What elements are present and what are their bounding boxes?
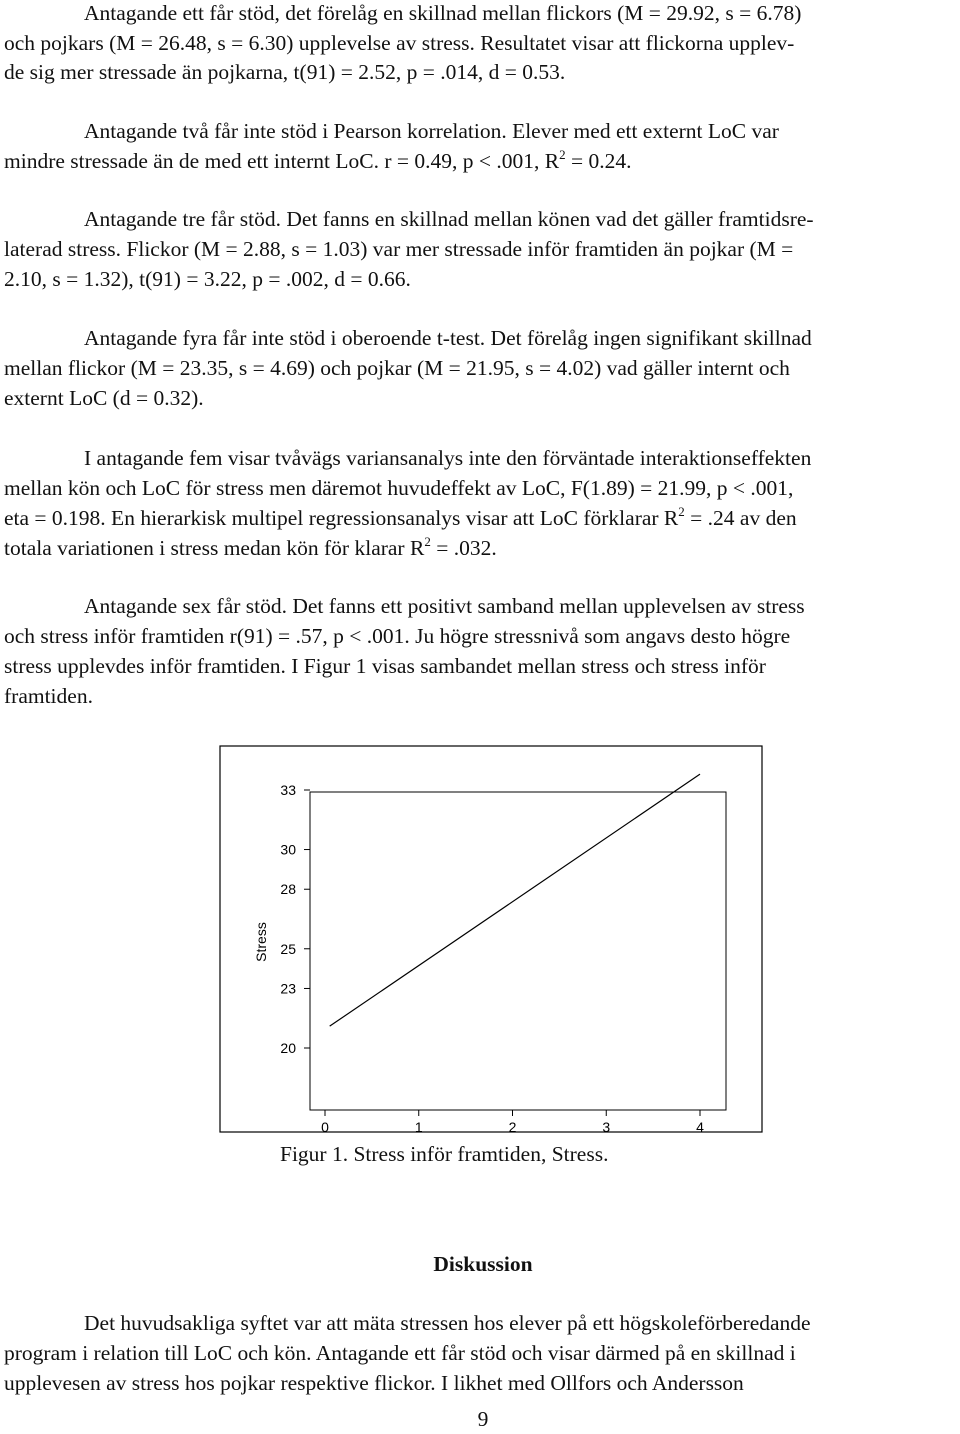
y-tick-label: 33 [280, 782, 296, 798]
paragraph-6-line-2: och stress inför framtiden r(91) = .57, p < .001. Ju högre stressnivå som angavs desto högre [4, 624, 791, 648]
paragraph-5-line-4-text: totala variationen i stress medan kön för klarar R [4, 536, 425, 560]
paragraph-7-line-3: upplevesen av stress hos pojkar respektive flickor. I likhet med Ollfors och Andersson [4, 1371, 744, 1395]
y-axis-label: Stress [253, 922, 269, 962]
paragraph-6-line-1: Antagande sex får stöd. Det fanns ett positivt samband mellan upplevelsen av stress [84, 594, 805, 618]
section-heading: Diskussion [433, 1252, 533, 1276]
x-tick-label: 2 [508, 1119, 517, 1135]
paragraph-2-line-2-text: mindre stressade än de med ett internt LoC. r = 0.49, p < .001, R [4, 149, 560, 173]
page-number: 9 [477, 1407, 489, 1431]
paragraph-2-line-2-tail: = 0.24. [565, 149, 632, 173]
paragraph-3-line-1: Antagande tre får stöd. Det fanns en skillnad mellan könen vad det gäller framtidsre- [84, 207, 814, 231]
paragraph-7-line-1: Det huvudsakliga syftet var att mäta stressen hos elever på ett högskoleförberedande [84, 1311, 811, 1335]
paragraph-4-line-1: Antagande fyra får inte stöd i oberoende t-test. Det förelåg ingen signifikant skillnad [84, 326, 812, 350]
x-tick-label: 1 [414, 1119, 423, 1135]
paragraph-5-line-3-text: eta = 0.198. En hierarkisk multipel regressionsanalys visar att LoC förklarar R [4, 506, 679, 530]
y-tick-label: 20 [280, 1040, 296, 1056]
figure-caption: Figur 1. Stress inför framtiden, Stress. [280, 1142, 609, 1166]
paragraph-1-line-1: Antagande ett får stöd, det förelåg en skillnad mellan flickors (M = 29.92, s = 6.78) [84, 1, 802, 25]
paragraph-4-line-3: externt LoC (d = 0.32). [4, 386, 204, 410]
paragraph-2-line-2 [4, 146, 631, 176]
paragraph-5-line-3 [4, 503, 797, 533]
paragraph-7-line-2: program i relation till LoC och kön. Antagande ett får stöd och visar därmed på en skillnad i [4, 1341, 796, 1365]
paragraph-1-line-2: och pojkars (M = 26.48, s = 6.30) upplevelse av stress. Resultatet visar att flickorna upplev- [4, 31, 795, 55]
x-tick-label: 0 [321, 1119, 329, 1135]
figure-1-chart [0, 740, 960, 1135]
x-tick-label: 3 [602, 1119, 611, 1135]
chart-root [220, 746, 762, 1135]
superscript: 2 [559, 147, 566, 162]
superscript: 2 [424, 534, 431, 549]
y-tick-label: 23 [280, 980, 296, 997]
paragraph-1-line-3: de sig mer stressade än pojkarna, t(91) = 2.52, p = .014, d = 0.53. [4, 60, 566, 84]
paragraph-3-line-3: 2.10, s = 1.32), t(91) = 3.22, p = .002, d = 0.66. [4, 267, 411, 291]
paragraph-5-line-4 [4, 533, 497, 563]
paragraph-5-line-3-tail: = .24 av den [684, 506, 797, 530]
y-tick-label: 28 [280, 881, 296, 898]
y-tick-label: 30 [280, 841, 296, 858]
paragraph-3-line-2: laterad stress. Flickor (M = 2.88, s = 1.03) var mer stressade inför framtiden än pojkar (M = [4, 237, 794, 261]
paragraph-4-line-2: mellan flickor (M = 23.35, s = 4.69) och pojkar (M = 21.95, s = 4.02) vad gäller internt och [4, 356, 790, 380]
superscript: 2 [678, 504, 685, 519]
paragraph-5-line-4-tail: = .032. [430, 536, 497, 560]
y-tick-label: 25 [280, 940, 296, 957]
paragraph-5-line-2: mellan kön och LoC för stress men däremot huvudeffekt av LoC, F(1.89) = 21.99, p < .001, [4, 476, 794, 500]
chart-frame [220, 746, 762, 1132]
x-tick-label: 4 [696, 1119, 704, 1135]
paragraph-2-line-1: Antagande två får inte stöd i Pearson korrelation. Elever med ett externt LoC var [84, 119, 779, 143]
paragraph-6-line-3: stress upplevdes inför framtiden. I Figur 1 visas sambandet mellan stress och stress inför [4, 654, 766, 678]
paragraph-5-line-1: I antagande fem visar tvåvägs variansanalys inte den förväntade interaktionseffekten [84, 446, 812, 470]
paragraph-6-line-4: framtiden. [4, 684, 93, 708]
